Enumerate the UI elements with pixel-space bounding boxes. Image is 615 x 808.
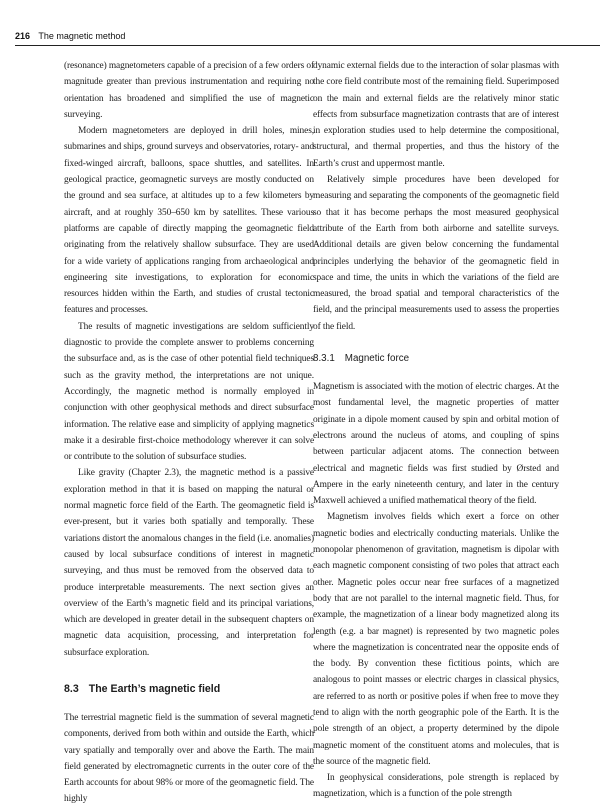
left-column — [64, 58, 314, 808]
paragraph: The terrestrial magnetic field is the summation of several magnetic components, derived from both within and outside the Earth, which vary spatially and temporally over and above the Earth. The main field generated by electromagnetic currents in the outer core of the Earth accounts for about 98% or more of the geomagnetic field. The highly — [64, 712, 314, 805]
running-head — [15, 31, 600, 41]
paragraph: Magnetism is associated with the motion of electric charges. At the most fundamental level, the magnetic properties of matter originate in a dipole moment caused by spin and orbital motion of electrons around the nucleus of atoms, and coupling of spins between particular adjacent atoms. The connection between electrical and magnetic fields was first studied by Ørsted and Ampere in the early nineteenth century, and later in the century Maxwell achieved a unified mathematical theory of the field. — [313, 382, 559, 507]
page-number: 216 — [15, 31, 31, 41]
header-rule — [15, 45, 600, 46]
paragraph: (resonance) magnetometers capable of a precision of a few orders of magnitude greater than previous instrumentation and requiring no orientation has broadened and simplified the use of magnetic surveying. — [64, 61, 314, 120]
section-heading — [64, 682, 314, 696]
paragraph: The results of magnetic investigations are seldom sufficiently diagnostic to provide the complete answer to problems concerning the subsurface and, as is the case of other potential field techniques such as the gravity method, the interpretations are not unique. Accordingly, the magnetic method is normally employed in conjunction with other geophysical methods and direct subsurface information. The relative ease and simplicity of applying magnetics make it a desirable first-choice methodology wherever it can solve or contribute to the solution of subsurface studies. — [64, 321, 314, 463]
subsection-heading — [313, 352, 559, 366]
paragraph: Magnetism involves fields which exert a force on other magnetic bodies and electrically conducting materials. Unlike the monopolar phenomenon of gravitation, magnetism is dipolar with each magnetic component consisting of two poles that attract each other. Magnetic poles occur near free surfaces of a magnetized body that are not parallel to the internal magnetic field. Thus, for example, the magnetization of a linear body magnetized along its length (e.g. a bar magnet) is represented by two magnetic poles where the magnetization is concentrated near the opposite ends of the body. By convention these fictitious points, which are analogous to point masses or electric charges in classical physics, are referred to as north or positive poles if when free to move they tend to align with the north geographic pole of the Earth. It is the pole strength of an object, a property determined by the dipole magnetic moment of the constituent atoms and molecules, that is the source of the magnetic field. — [313, 512, 559, 767]
paragraph: Like gravity (Chapter 2.3), the magnetic method is a passive exploration method in that it is based on mapping the natural or normal magnetic force field of the Earth. The geomagnetic field is ever-present, but it varies both spatially and temporally. These variations distort the anomalous changes in the field (i.e. anomalies) caused by local subsurface conditions of interest in magnetic surveying, and thus must be removed from the observed data to produce interpretable measurements. The next section gives an overview of the Earth’s magnetic field and its principal variations, which are developed in greater detail in the subsequent chapters on magnetic data acquisition, processing, and interpretation for subsurface exploration. — [64, 468, 314, 658]
subsection-title: Magnetic force — [344, 353, 410, 365]
running-title: The magnetic method — [38, 31, 126, 41]
subsection-number: 8.3.1 — [313, 353, 335, 365]
paragraph: Relatively simple procedures have been developed for measuring and separating the components of the geomagnetic field so that it has become perhaps the most measured geophysical attribute of the Earth from both airborne and satellite surveys. Additional details are given below concerning the fundamental principles underlying the behavior of the geomagnetic field in space and time, the units in which the variations of the field are measured, the broad spatial and temporal characteristics of the field, and the principal measurements used to assess the properties of the field. — [313, 175, 559, 332]
paragraph: In geophysical considerations, pole strength is replaced by magnetization, which is a function of the pole strength — [313, 773, 559, 800]
section-number: 8.3 — [64, 682, 79, 695]
right-column — [313, 58, 559, 803]
paragraph: Modern magnetometers are deployed in drill holes, mines, submarines and ships, ground surveys and observatories, rotary- and fixed-winged aircraft, balloons, space shuttles, and satellites. In geological practice, geomagnetic surveys are mostly conducted on the ground and sea surface, at altitudes up to a few kilometers by aircraft, and at roughly 350–650 km by satellites. These various platforms are capable of directly mapping the geomagnetic field originating from the relatively shallow subsurface. They are used for a wide variety of applications ranging from archaeological and engineering site investigations, to exploration for economic resources hidden within the Earth, and studies of crustal tectonic features and processes. — [64, 126, 315, 316]
section-title: The Earth’s magnetic field — [88, 682, 221, 695]
paragraph: dynamic external fields due to the interaction of solar plasmas with the core field contribute most of the remaining field. Superimposed on the main and external fields are the relatively minor static effects from subsurface magnetization contrasts that are of interest in exploration studies used to help determine the compositional, structural, and thermal properties, and thus the history of the Earth’s crust and uppermost mantle. — [313, 61, 559, 169]
